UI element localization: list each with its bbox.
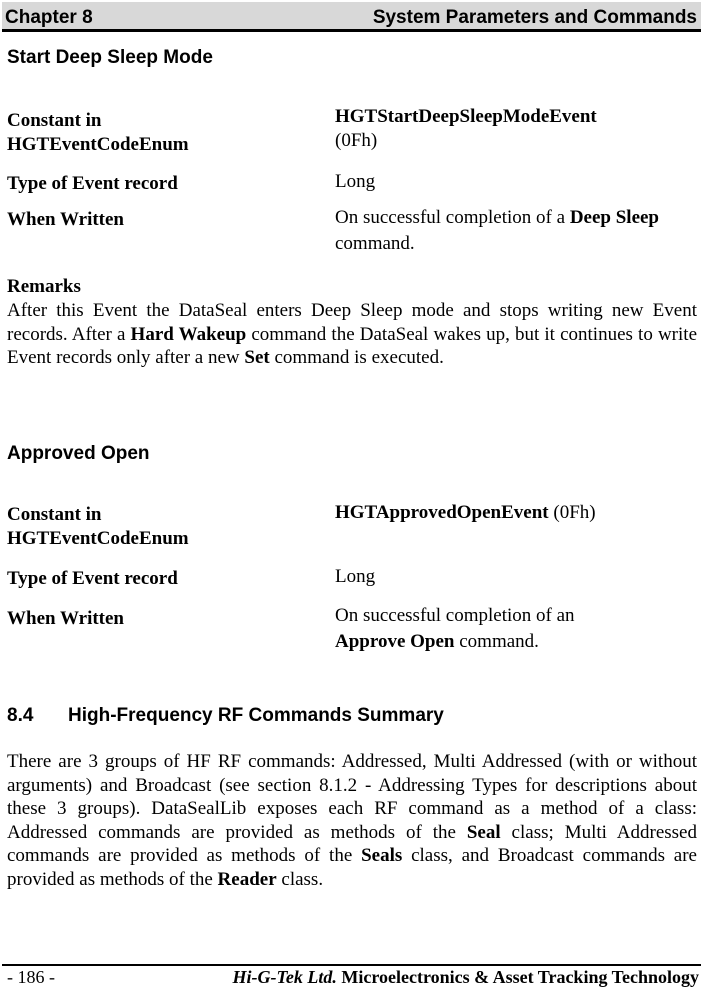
approved-open-type-label: Type of Event record [7, 568, 178, 589]
remarks-paragraph: After this Event the DataSeal enters Deep Sleep mode and stops writing new Event records. After a Hard Wakeup command the DataSeal wakes up, but it continues to write Event records only after a new Set command is executed. [7, 300, 697, 368]
company-tagline: Microelectronics & Asset Tracking Technology [336, 967, 699, 987]
approved-open-constant-code: (0Fh) [548, 502, 596, 523]
section-title: High-Frequency RF Commands Summary [68, 705, 444, 726]
section-number: 8.4 [7, 705, 34, 726]
footer-company [233, 967, 699, 988]
deep-sleep-type-label: Type of Event record [7, 173, 178, 194]
remarks-label: Remarks [7, 276, 81, 297]
approved-open-type-value: Long [335, 566, 376, 587]
deep-sleep-constant-name: HGTStartDeepSleepModeEvent [335, 106, 597, 127]
approved-open-constant-label: Constant in HGTEventCodeEnum [7, 504, 189, 549]
chapter-label: Chapter 8 [5, 7, 93, 28]
deep-sleep-constant-label: Constant in HGTEventCodeEnum [7, 110, 189, 155]
approved-open-constant-name: HGTApprovedOpenEvent [335, 502, 549, 523]
footer-rule [2, 964, 701, 966]
deep-sleep-constant-value [335, 105, 695, 153]
page-number: - 186 - [7, 967, 55, 987]
deep-sleep-type-value: Long [335, 171, 376, 192]
deep-sleep-heading: Start Deep Sleep Mode [7, 47, 213, 68]
page-header [2, 2, 701, 32]
chapter-title: System Parameters and Commands [372, 7, 697, 28]
deep-sleep-when-label: When Written [7, 209, 124, 230]
company-name: Hi-G-Tek Ltd. [232, 967, 337, 987]
deep-sleep-constant-code: (0Fh) [335, 130, 378, 151]
approved-open-when-label: When Written [7, 608, 124, 629]
deep-sleep-when-value: On successful completion of a Deep Sleep command. [335, 207, 659, 254]
approved-open-when-value: On successful completion of an Approve Open command. [335, 605, 575, 652]
approved-open-constant-value [335, 500, 695, 526]
section-84-paragraph: There are 3 groups of HF RF commands: Addressed, Multi Addressed (with or without arguments) and Broadcast (see section 8.1.2 - Addressing Types for descriptions about these 3 groups). DataSealLib exposes each RF command as a method of a class: Addressed commands are provided as methods of the Seal class; Multi Addressed commands are provided as methods of the Seals class, and Broadcast commands are provided as methods of the Reader class. [7, 751, 697, 890]
approved-open-heading: Approved Open [7, 443, 150, 464]
